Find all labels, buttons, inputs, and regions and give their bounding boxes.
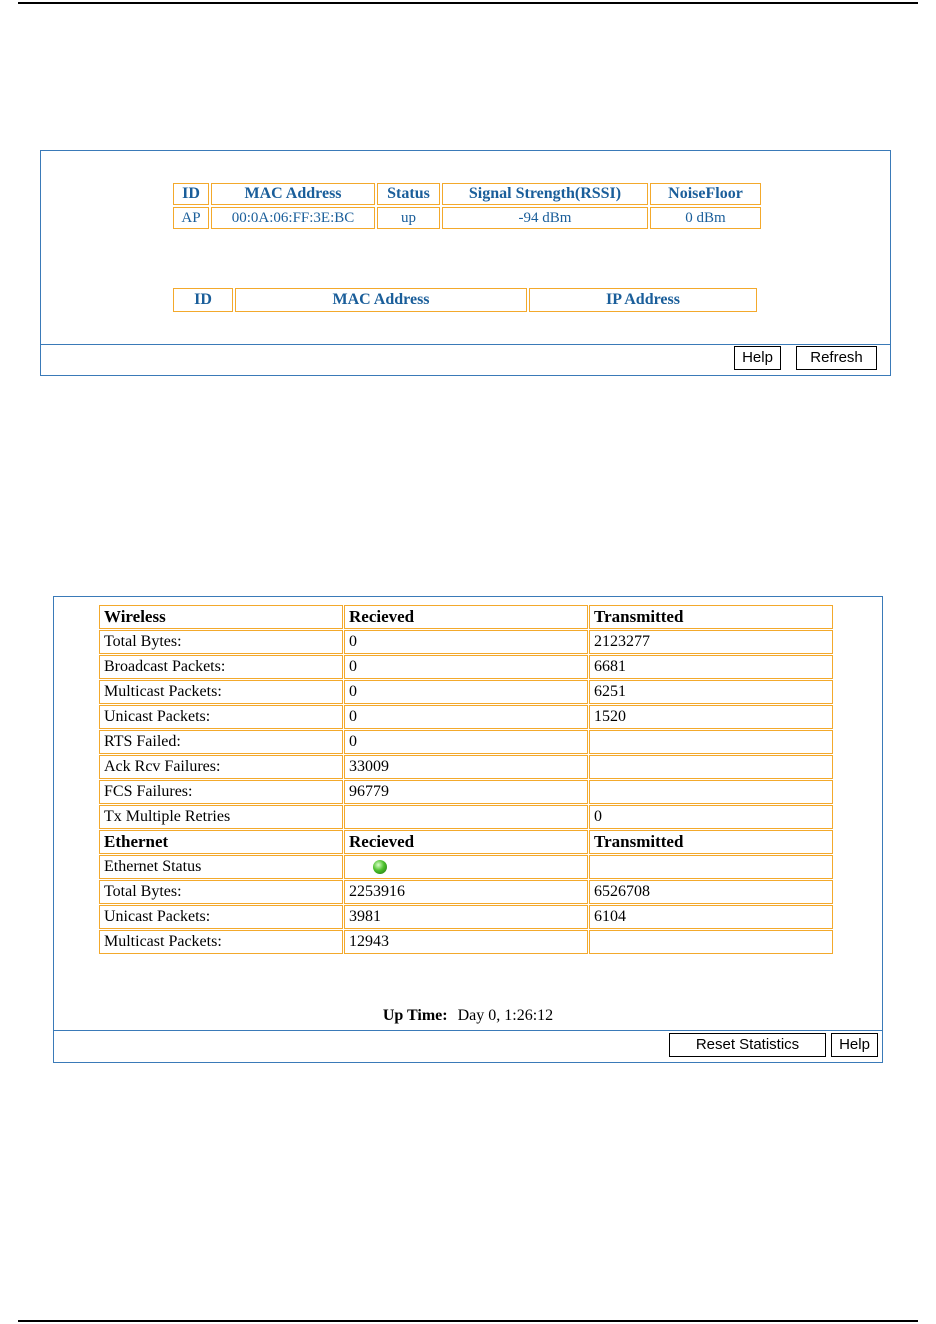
stat-label: Multicast Packets:: [99, 930, 343, 954]
ap-status: up: [377, 207, 440, 229]
stats-row: [99, 655, 833, 679]
stat-received: 12943: [344, 930, 588, 954]
stat-label: Unicast Packets:: [99, 705, 343, 729]
page-top-rule: [18, 2, 918, 4]
stat-received: 0: [344, 630, 588, 654]
col-mac-header: MAC Address: [211, 183, 375, 205]
stat-transmitted: 0: [589, 805, 833, 829]
panel1-divider: [41, 344, 890, 345]
station-status-panel: [40, 150, 891, 376]
wireless-section-title: Wireless: [99, 605, 343, 629]
stat-received: 2253916: [344, 880, 588, 904]
statistics-table: [98, 604, 834, 955]
stats-row: [99, 755, 833, 779]
stats-row: [99, 905, 833, 929]
received-column-header: Recieved: [344, 830, 588, 854]
ethernet-status-cell: [344, 855, 588, 879]
stats-row: [99, 680, 833, 704]
panel2-divider: [54, 1030, 882, 1031]
ap-mac: 00:0A:06:FF:3E:BC: [211, 207, 375, 229]
ap-id: AP: [173, 207, 209, 229]
stat-transmitted: 6251: [589, 680, 833, 704]
stat-transmitted: [589, 930, 833, 954]
uptime-value: Day 0, 1:26:12: [457, 1007, 554, 1024]
site-survey-header-row: [173, 183, 761, 205]
client-col-ip-header: IP Address: [529, 288, 757, 312]
stats-row: [99, 630, 833, 654]
refresh-button[interactable]: Refresh: [796, 346, 877, 370]
stat-received: 0: [344, 705, 588, 729]
stat-label: Total Bytes:: [99, 880, 343, 904]
stats-row: [99, 705, 833, 729]
stats-row: [99, 880, 833, 904]
wireless-header-row: [99, 605, 833, 629]
col-noise-header: NoiseFloor: [650, 183, 761, 205]
uptime-readout: [54, 1007, 882, 1025]
stat-transmitted: 2123277: [589, 630, 833, 654]
col-id-header: ID: [173, 183, 209, 205]
stat-label: RTS Failed:: [99, 730, 343, 754]
ap-noise: 0 dBm: [650, 207, 761, 229]
stat-label: Broadcast Packets:: [99, 655, 343, 679]
col-status-header: Status: [377, 183, 440, 205]
stats-row: [99, 855, 833, 879]
stats-row: [99, 780, 833, 804]
help-button[interactable]: Help: [734, 346, 781, 370]
client-header-row: [173, 288, 757, 312]
col-signal-header: Signal Strength(RSSI): [442, 183, 648, 205]
stat-received: 0: [344, 730, 588, 754]
site-survey-table: [171, 181, 763, 231]
stat-received: 0: [344, 680, 588, 704]
status-led-icon: [373, 860, 387, 874]
ethernet-header-row: [99, 830, 833, 854]
transmitted-column-header: Transmitted: [589, 605, 833, 629]
stat-transmitted: 6526708: [589, 880, 833, 904]
stats-row: [99, 805, 833, 829]
stat-received: [344, 805, 588, 829]
statistics-panel: [53, 596, 883, 1063]
transmitted-column-header: Transmitted: [589, 830, 833, 854]
client-col-id-header: ID: [173, 288, 233, 312]
stat-transmitted: [589, 755, 833, 779]
stat-label: Ethernet Status: [99, 855, 343, 879]
received-column-header: Recieved: [344, 605, 588, 629]
stat-received: 96779: [344, 780, 588, 804]
stat-label: Multicast Packets:: [99, 680, 343, 704]
stat-received: 33009: [344, 755, 588, 779]
stat-label: Total Bytes:: [99, 630, 343, 654]
page-bottom-rule: [18, 1320, 918, 1322]
stat-label: Unicast Packets:: [99, 905, 343, 929]
reset-statistics-button[interactable]: Reset Statistics: [669, 1033, 826, 1057]
stat-received: 0: [344, 655, 588, 679]
stat-transmitted: 6681: [589, 655, 833, 679]
stats-row: [99, 930, 833, 954]
stat-label: Ack Rcv Failures:: [99, 755, 343, 779]
stat-transmitted: [589, 855, 833, 879]
stat-received: 3981: [344, 905, 588, 929]
ethernet-section-title: Ethernet: [99, 830, 343, 854]
stat-label: Tx Multiple Retries: [99, 805, 343, 829]
stats-row: [99, 730, 833, 754]
stat-label: FCS Failures:: [99, 780, 343, 804]
client-table: [171, 286, 759, 314]
uptime-label: Up Time:: [382, 1007, 448, 1024]
stat-transmitted: [589, 780, 833, 804]
stat-transmitted: [589, 730, 833, 754]
stat-transmitted: 6104: [589, 905, 833, 929]
ap-signal: -94 dBm: [442, 207, 648, 229]
site-survey-row: [173, 207, 761, 229]
client-col-mac-header: MAC Address: [235, 288, 527, 312]
stat-transmitted: 1520: [589, 705, 833, 729]
help-button[interactable]: Help: [831, 1033, 878, 1057]
